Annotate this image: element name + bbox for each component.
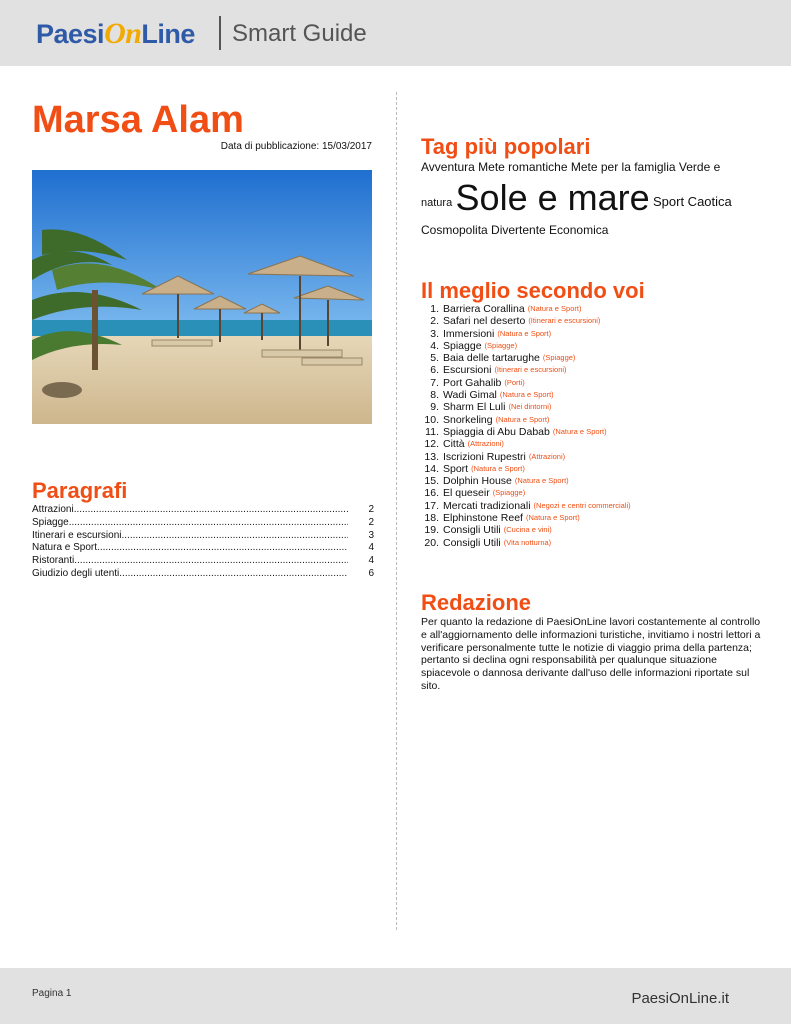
toc-page-number: 2 [368, 504, 374, 515]
toc-page-number: 4 [368, 542, 374, 554]
best-item-name: Snorkeling [443, 413, 493, 426]
toc-dot-leader [97, 542, 348, 555]
best-item-number: 7. [430, 376, 439, 389]
paragrafi-title: Paragrafi [32, 478, 128, 503]
best-item-number: 18. [424, 512, 439, 525]
best-item-number: 19. [424, 524, 439, 537]
toc-page-number: 4 [368, 555, 374, 567]
best-list-item[interactable] [421, 414, 766, 426]
paesionline-logo[interactable] [36, 12, 206, 56]
publication-date: Data di pubblicazione: 15/03/2017 [220, 141, 372, 152]
toc-dot-leader [74, 555, 348, 568]
paragrafi-toc [32, 504, 374, 581]
best-list-item[interactable] [421, 352, 766, 364]
best-item-number: 15. [424, 475, 439, 488]
best-list-item[interactable] [421, 389, 766, 401]
best-item-number: 1. [430, 303, 439, 315]
best-list-item[interactable] [421, 315, 766, 327]
best-item-category: (Attrazioni) [528, 451, 566, 461]
best-item-name: Sport [443, 462, 469, 475]
footer-page-number: Pagina 1 [32, 988, 72, 999]
best-item-category: (Vita notturna) [503, 537, 552, 547]
footer-site-link[interactable]: PaesiOnLine.it [631, 990, 729, 1007]
best-list-item[interactable] [421, 500, 766, 512]
best-list-item[interactable] [421, 487, 766, 499]
toc-label: Ristoranti [32, 555, 75, 567]
page-title: Marsa Alam [32, 99, 244, 141]
best-list-item[interactable] [421, 438, 766, 450]
best-item-number: 12. [424, 438, 439, 451]
best-item-name: Consigli Utili [443, 536, 501, 549]
best-item-category: (Porti) [504, 377, 525, 387]
best-item-category: (Natura e Sport) [552, 426, 607, 436]
best-item-name: Sharm El Luli [443, 401, 506, 414]
best-item-name: Città [443, 438, 465, 451]
column-separator [396, 92, 397, 930]
best-item-category: (Natura e Sport) [495, 414, 550, 424]
best-item-category: (Itinerari e escursioni) [528, 316, 601, 326]
footer-bar [0, 968, 791, 1024]
tags-title: Tag più popolari [421, 134, 591, 159]
best-item-number: 5. [430, 352, 439, 365]
best-title: Il meglio secondo voi [421, 278, 645, 303]
best-list-item[interactable] [421, 512, 766, 524]
best-item-name: El queseir [443, 487, 490, 500]
toc-label: Natura e Sport [32, 542, 98, 554]
best-item-category: (Negozi e centri commerciali) [533, 500, 631, 510]
best-list [421, 303, 766, 549]
best-item-name: Baia delle tartarughe [443, 352, 540, 365]
beach-illustration [32, 170, 372, 424]
logo-text-line: Line [141, 19, 195, 49]
toc-label: Attrazioni [32, 504, 74, 515]
best-list-item[interactable] [421, 328, 766, 340]
best-item-category: (Natura e Sport) [499, 390, 554, 400]
best-item-number: 10. [424, 413, 439, 426]
best-item-category: (Spiagge) [484, 340, 518, 350]
toc-label: Giudizio degli utenti [32, 567, 120, 579]
toc-page-number: 6 [368, 567, 374, 579]
toc-dot-leader [69, 517, 348, 530]
best-item-number: 9. [430, 401, 439, 414]
best-item-number: 3. [430, 327, 439, 340]
beach-photo [32, 170, 372, 424]
best-item-number: 6. [430, 364, 439, 377]
best-item-name: Consigli Utili [443, 524, 501, 537]
toc-row[interactable] [32, 517, 374, 530]
best-list-item[interactable] [421, 451, 766, 463]
toc-page-number: 2 [368, 516, 374, 528]
header-bar [0, 0, 791, 66]
toc-row[interactable] [32, 542, 374, 555]
tag-natura[interactable]: natura [421, 197, 453, 209]
best-item-category: (Itinerari e escursioni) [494, 365, 567, 375]
toc-dot-leader [121, 530, 348, 543]
best-item-number: 13. [424, 450, 439, 463]
best-item-number: 2. [430, 315, 439, 328]
toc-row[interactable] [32, 530, 374, 543]
toc-page-number: 3 [368, 529, 374, 541]
best-item-category: (Natura e Sport) [514, 476, 569, 486]
toc-dot-leader [119, 568, 348, 581]
best-item-name: Wadi Gimal [443, 389, 497, 402]
toc-label: Itinerari e escursioni [32, 529, 122, 541]
best-item-name: Immersioni [443, 327, 495, 340]
best-item-name: Dolphin House [443, 475, 512, 488]
best-item-name: Spiaggia di Abu Dabab [443, 425, 550, 438]
best-item-number: 8. [430, 389, 439, 402]
best-item-category: (Natura e Sport) [527, 304, 582, 313]
best-list-item[interactable] [421, 303, 766, 315]
toc-row[interactable] [32, 504, 374, 517]
best-item-name: Port Gahalib [443, 376, 502, 389]
best-list-item[interactable] [421, 401, 766, 413]
tag-line-1[interactable]: Avventura Mete romantiche Mete per la famiglia Verde e [421, 160, 721, 174]
best-item-name: Elphinstone Reef [443, 512, 523, 525]
best-item-number: 14. [424, 462, 439, 475]
best-list-item[interactable] [421, 364, 766, 376]
best-item-number: 11. [425, 425, 439, 438]
redazione-text: Per quanto la redazione di PaesiOnLine lavori costantemente al controllo e all'aggiornamento delle informazioni turistiche, invitiamo i nostri lettori a verificare personalmente tutte le notizie di viaggio prima della partenza; pertanto si declina ogni responsabilità per qualunque situazione spiacevole o dannosa derivante dall'uso delle informazioni riportate sul sito. [421, 616, 761, 692]
best-item-name: Safari nel deserto [443, 315, 526, 328]
toc-row[interactable] [32, 555, 374, 568]
best-item-name: Iscrizioni Rupestri [443, 450, 526, 463]
best-item-number: 20. [424, 536, 439, 549]
best-item-name: Barriera Corallina [443, 303, 525, 315]
best-list-item[interactable] [421, 524, 766, 536]
best-list-item[interactable] [421, 377, 766, 389]
best-item-name: Mercati tradizionali [443, 499, 531, 512]
best-item-category: (Nei dintorni) [508, 402, 552, 412]
best-item-number: 17. [424, 499, 439, 512]
toc-dot-leader [74, 504, 348, 517]
tag-line-3[interactable]: Cosmopolita Divertente Economica [421, 223, 609, 237]
tag-cloud [421, 159, 766, 238]
toc-label: Spiagge [32, 516, 69, 528]
logo-text-on: On [104, 17, 142, 50]
best-item-name: Escursioni [443, 364, 492, 377]
header-divider [219, 16, 221, 50]
best-item-category: (Cucina e vini) [503, 525, 552, 535]
header-title: Smart Guide [232, 20, 367, 47]
redazione-title: Redazione [421, 590, 532, 615]
best-item-category: (Natura e Sport) [525, 513, 580, 523]
best-item-category: (Attrazioni) [467, 439, 504, 449]
logo-text-paesi: Paesi [36, 19, 105, 49]
best-list-item[interactable] [421, 475, 766, 487]
best-item-category: (Natura e Sport) [471, 463, 525, 473]
best-item-name: Spiagge [443, 339, 482, 352]
best-list-item[interactable] [421, 537, 766, 549]
best-item-number: 4. [430, 339, 439, 352]
best-list-item[interactable] [421, 340, 766, 352]
best-item-category: (Spiagge) [492, 488, 526, 498]
tag-sole-e-mare[interactable]: Sole e mare [455, 177, 650, 218]
tag-sport-caotica[interactable]: Sport Caotica [653, 194, 732, 209]
best-item-category: (Spiagge) [542, 353, 576, 363]
best-list-item[interactable] [421, 426, 766, 438]
best-item-category: (Natura e Sport) [497, 328, 552, 338]
toc-row[interactable] [32, 568, 374, 581]
best-item-number: 16. [424, 487, 439, 500]
tag-line-2 [421, 177, 766, 220]
best-list-item[interactable] [421, 463, 766, 475]
